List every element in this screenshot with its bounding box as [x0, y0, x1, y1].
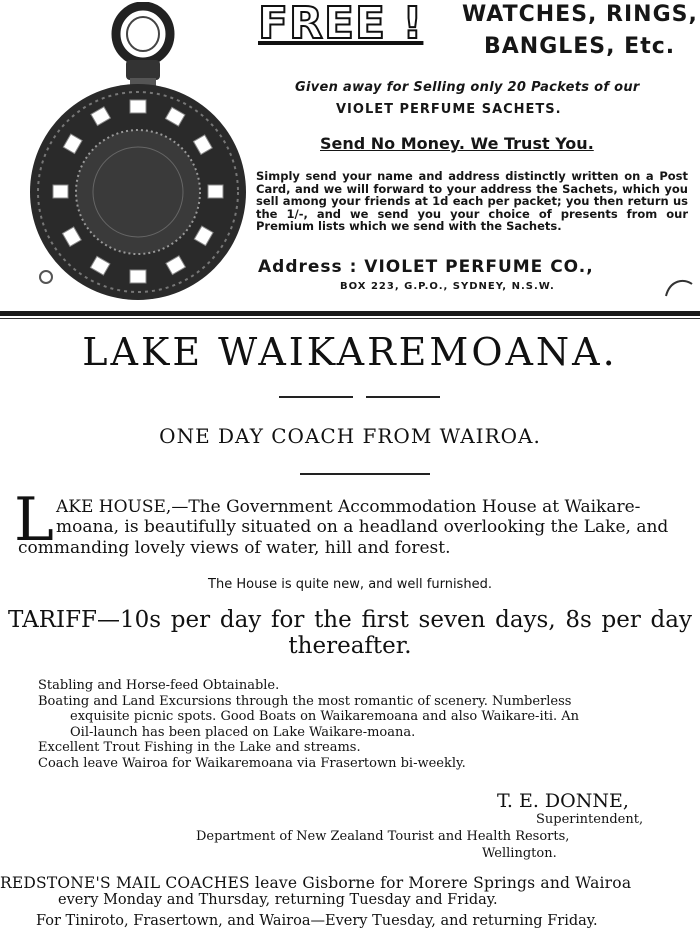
- watch-advertisement: [0, 0, 700, 310]
- send-no-money: Send No Money. We Trust You.: [320, 134, 594, 153]
- subtitle: ONE DAY COACH FROM WAIROA.: [159, 424, 541, 448]
- list-item: exquisite picnic spots. Good Boats on Waikaremoana and also Waikare-iti. An: [70, 709, 580, 724]
- tariff-line-2: thereafter.: [288, 633, 412, 659]
- intro-line-2: moana, is beautifully situated on a headland overlooking the Lake, and: [56, 517, 669, 537]
- prizes-line-1: WATCHES, RINGS,: [462, 2, 698, 27]
- prizes-line-2: BANGLES, Etc.: [484, 34, 676, 59]
- redstone-line-1: REDSTONE'S MAIL COACHES leave Gisborne for Morere Springs and Wairoa: [0, 874, 632, 892]
- ornament-swirl-icon: [664, 276, 696, 300]
- divider-thick: [0, 311, 700, 316]
- product-name: VIOLET PERFUME SACHETS.: [336, 102, 562, 117]
- list-item: Excellent Trout Fishing in the Lake and streams.: [38, 740, 361, 755]
- signatory-role: Superintendent,: [536, 812, 644, 827]
- free-headline: FREE !: [258, 0, 424, 49]
- list-item: Stabling and Horse-feed Obtainable.: [38, 678, 280, 693]
- advert-box-address: BOX 223, G.P.O., SYDNEY, N.S.W.: [340, 281, 555, 292]
- intro-line-1: AKE HOUSE,—The Government Accommodation House at Waikare-: [56, 497, 641, 517]
- list-item: Coach leave Wairoa for Waikaremoana via Frasertown bi-weekly.: [38, 755, 466, 771]
- list-item: Oil-launch has been placed on Lake Waikare-moana.: [70, 724, 416, 740]
- signatory-name: T. E. DONNE,: [497, 790, 629, 812]
- title-rule-right: [366, 396, 440, 398]
- list-item: Boating and Land Excursions through the most romantic of scenery. Numberless: [38, 693, 572, 709]
- subtitle-rule: [300, 473, 430, 475]
- redstone-line-2: every Monday and Thursday, returning Tuesday and Friday.: [58, 892, 498, 908]
- signatory-department: Department of New Zealand Tourist and Health Resorts,: [196, 829, 570, 844]
- tariff-line-1: TARIFF—10s per day for the first seven days, 8s per day: [8, 607, 692, 633]
- title-rule-left: [279, 396, 353, 398]
- amenities-list: [38, 678, 690, 771]
- drop-cap: L: [14, 485, 54, 555]
- intro-line-3: commanding lovely views of water, hill and forest.: [18, 538, 451, 558]
- house-note: The House is quite new, and well furnished.: [208, 577, 492, 592]
- pocket-watch-illustration: [18, 2, 258, 302]
- redstone-line-3: For Tiniroto, Frasertown, and Wairoa—Every Tuesday, and returning Friday.: [36, 913, 598, 929]
- advert-body-text: Simply send your name and address distinctly written on a Post Card, and we will forward to your address the Sachets, which you sell among your friends at 1d each per packet; you then return us the 1/-, and we send you your choice of presents from our Premium lists which we send with the Sachets.: [256, 169, 688, 233]
- giveaway-text: Given away for Selling only 20 Packets of our: [295, 80, 640, 95]
- signatory-city: Wellington.: [482, 846, 557, 861]
- page-title: LAKE WAIKAREMOANA.: [82, 330, 618, 374]
- divider-thin: [0, 318, 700, 319]
- advert-address: Address : VIOLET PERFUME CO.,: [258, 257, 594, 277]
